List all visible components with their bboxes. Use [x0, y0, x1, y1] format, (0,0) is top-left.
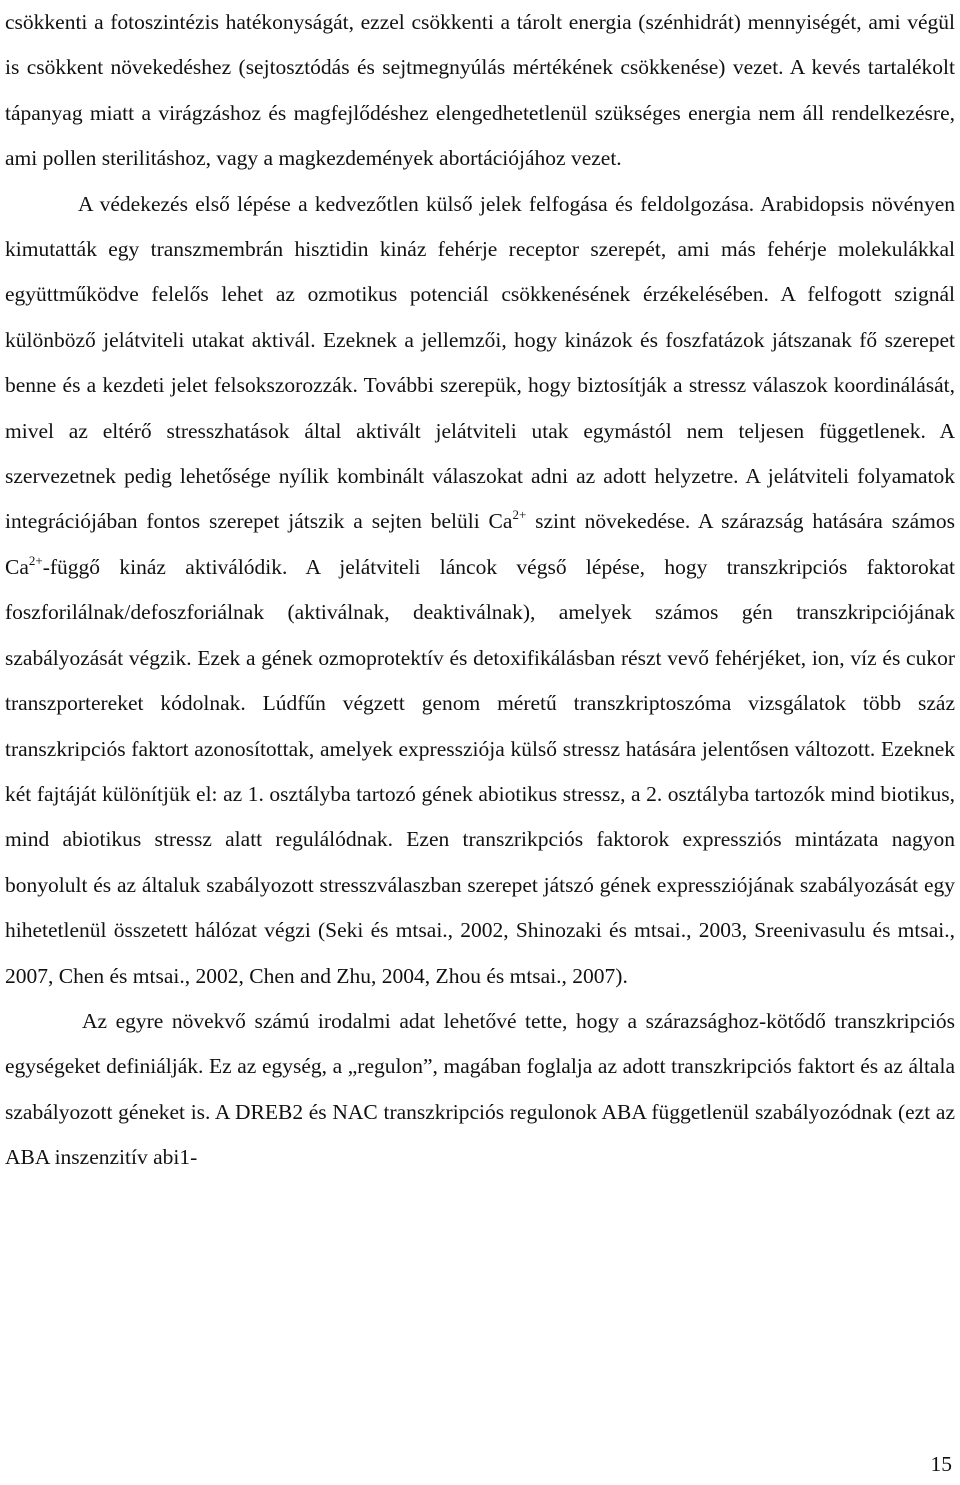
body-text: [5, 0, 955, 1181]
calcium-superscript-2: 2+: [28, 552, 43, 568]
paragraph-signal-transduction-text-c: -függő kináz aktiválódik. A jelátviteli láncok végső lépése, hogy transzkripciós faktorokat foszforilálnak/defoszforiálnak (aktiválnak, deaktiválnak), amelyek számos gén transzkripciójának szabályozását végzik. Ezek a gének ozmoprotektív és detoxifikálásban részt vevő fehérjéket, ion, víz és cukor transzportereket kódolnak. Lúdfűn végzett genom méretű transzkriptoszóma vizsgálatok több száz transzkripciós faktort azonosítottak, amelyek expressziója külső stressz hatására jelentősen változott. Ezeknek két fajtáját különítjük el: az 1. osztályba tartozó gének abiotikus stressz, a 2. osztályba tartozók mind biotikus, mind abiotikus stressz alatt regulálódnak. Ezen transzrikpciós faktorok expressziós mintázata nagyon bonyolult és az általuk szabályozott stresszválaszban szerepet játszó gének expressziójának szabályozását egy hihetetlenül összetett hálózat végzi (Seki és mtsai., 2002, Shinozaki és mtsai., 2003, Sreenivasulu és mtsai., 2007, Chen és mtsai., 2002, Chen and Zhu, 2004, Zhou és mtsai., 2007).: [5, 554, 955, 988]
paragraph-signal-transduction-text-b: szint növekedése. A szárazság hatására számos Ca: [5, 509, 955, 579]
paragraph-signal-transduction: [5, 182, 955, 999]
calcium-superscript-1: 2+: [512, 507, 527, 523]
paragraph-signal-transduction-text-a: A védekezés első lépése a kedvezőtlen külső jelek felfogása és feldolgozása. Arabidopsis növényen kimutatták egy transzmembrán hisztidin kináz fehérje receptor szerepét, ami más fehérje molekulákkal együttműködve felelős lehet az ozmotikus potenciál csökkenésének érzékelésében. A felfogott szignál különböző jelátviteli utakat aktivál. Ezeknek a jellemzői, hogy kinázok és foszfatázok játszanak fő szerepet benne és a kezdeti jelet felsokszorozzák. További szerepük, hogy biztosítják a stressz válaszok koordinálását, mivel az eltérő stresszhatások által aktivált jelátviteli utak egymástól nem teljesen függetlenek. A szervezetnek pedig lehetősége nyílik kombinált válaszokat adni az adott helyzetre. A jelátviteli folyamatok integrációjában fontos szerepet játszik a sejten belüli Ca: [5, 191, 955, 534]
paragraph-regulon: Az egyre növekvő számú irodalmi adat lehetővé tette, hogy a szárazsághoz-kötődő transzkripciós egységeket definiálják. Ez az egység, a „regulon”, magában foglalja az adott transzkripciós faktort és az általa szabályozott géneket is. A DREB2 és NAC transzkripciós regulonok ABA függetlenül szabályozódnak (ezt az ABA inszenzitív abi1-: [5, 1008, 955, 1170]
paragraph-drought-effects: csökkenti a fotoszintézis hatékonyságát, ezzel csökkenti a tárolt energia (szénhidrát) mennyiségét, ami végül is csökkent növekedéshez (sejtosztódás és sejtmegnyúlás mértékének csökkenése) vezet. A kevés tartalékolt tápanyag miatt a virágzáshoz és magfejlődéshez elengedhetetlenül szükséges energia nem áll rendelkezésre, ami pollen sterilitáshoz, vagy a magkezdemények abortációjához vezet.: [5, 10, 955, 171]
page-number: 15: [930, 1452, 952, 1476]
